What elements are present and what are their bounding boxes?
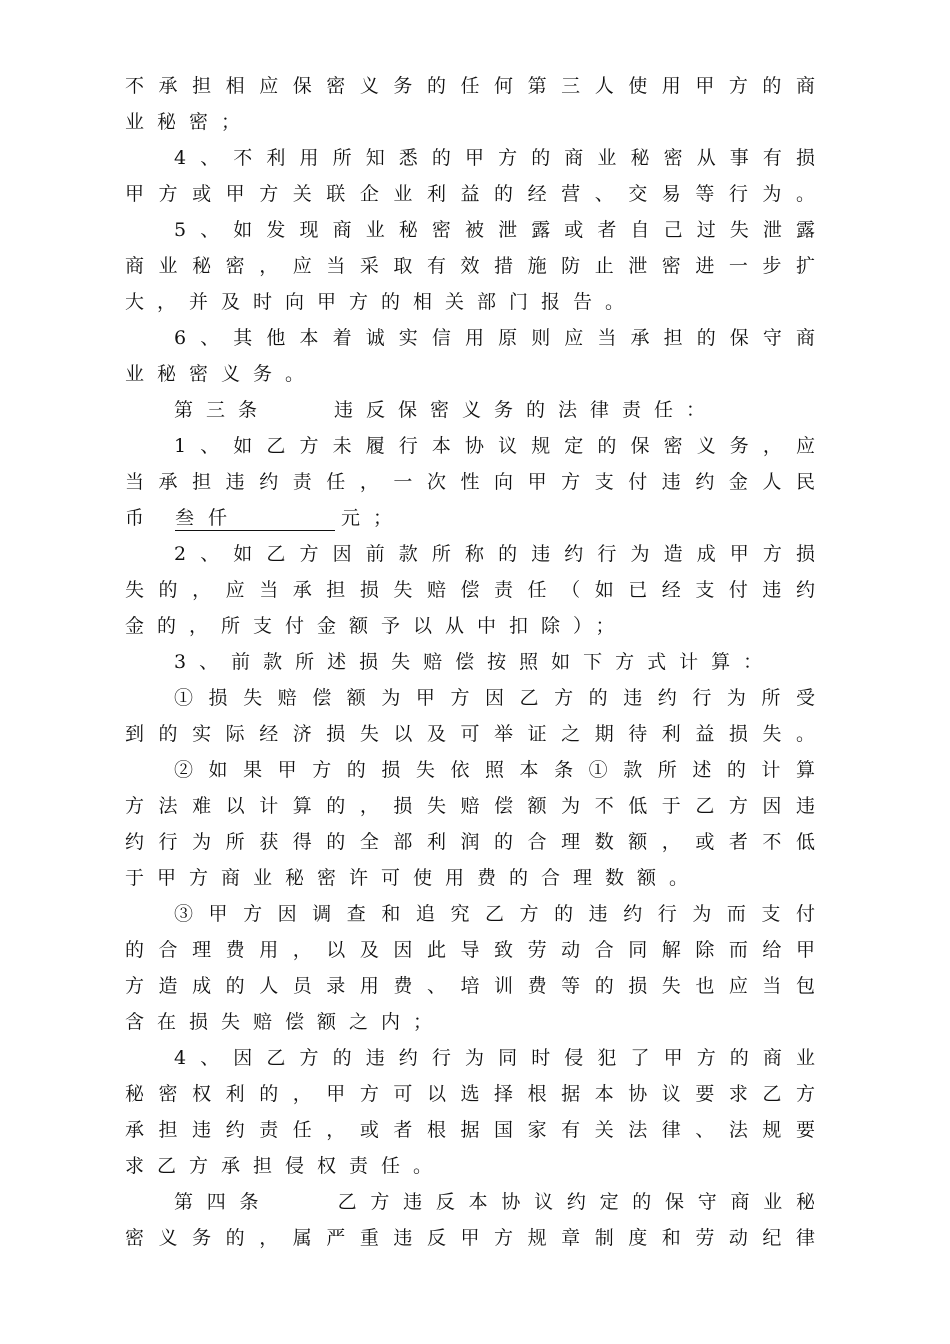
text-line: 方造成的人员录用费、培训费等的损失也应当包 xyxy=(125,975,815,997)
text-line: 大，并及时向甲方的相关部门报告。 xyxy=(125,291,638,313)
text-line: 5、如发现商业秘密被泄露或者自己过失泄露 xyxy=(174,219,815,241)
penalty-amount-field: 叁仟 xyxy=(175,506,335,531)
text-line xyxy=(125,500,815,536)
text-line: 到的实际经济损失以及可举证之期待利益损失。 xyxy=(125,723,815,745)
text-line: 金的，所支付金额予以从中扣除）； xyxy=(125,615,628,637)
text-line: 当承担违约责任，一次性向甲方支付违约金人民 xyxy=(125,471,815,493)
text-line: 甲方或甲方关联企业利益的经营、交易等行为。 xyxy=(125,183,815,205)
text-line: 6、其他本着诚实信用原则应当承担的保守商 xyxy=(174,327,815,349)
text-line: 4、因乙方的违约行为同时侵犯了甲方的商业 xyxy=(174,1047,815,1069)
text-line: 3、前款所述损失赔偿按照如下方式计算： xyxy=(174,651,776,673)
text-line: 的合理费用，以及因此导致劳动合同解除而给甲 xyxy=(125,939,815,961)
text-line: 密义务的，属严重违反甲方规章制度和劳动纪律 xyxy=(125,1227,815,1249)
section-heading: 第三条 违反保密义务的法律责任： xyxy=(174,399,719,421)
text-line: 求乙方承担侵权责任。 xyxy=(125,1155,446,1177)
text-line: 业秘密； xyxy=(125,111,254,133)
text-line: 秘密权利的，甲方可以选择根据本协议要求乙方 xyxy=(125,1083,815,1105)
text-line: 业秘密义务。 xyxy=(125,363,318,385)
text-line: 约行为所获得的全部利润的合理数额，或者不低 xyxy=(125,831,815,853)
text-line: 4、不利用所知悉的甲方的商业秘密从事有损 xyxy=(174,147,815,169)
text-line: ②如果甲方的损失依照本条①款所述的计算 xyxy=(174,759,815,781)
text-line: 1、如乙方未履行本协议规定的保密义务，应 xyxy=(174,435,815,457)
penalty-suffix: 元； xyxy=(341,507,406,529)
text-line: 方法难以计算的，损失赔偿额为不低于乙方因违 xyxy=(125,795,815,817)
text-line: 含在损失赔偿额之内； xyxy=(125,1011,446,1033)
text-line: 于甲方商业秘密许可使用费的合理数额。 xyxy=(125,867,702,889)
text-line: 2、如乙方因前款所称的违约行为造成甲方损 xyxy=(174,543,815,565)
text-line: 不承担相应保密义务的任何第三人使用甲方的商 xyxy=(125,75,815,97)
currency-prefix: 币 xyxy=(125,507,158,529)
text-line: 承担违约责任，或者根据国家有关法律、法规要 xyxy=(125,1119,815,1141)
text-line: ③甲方因调查和追究乙方的违约行为而支付 xyxy=(174,903,815,925)
text-line: 商业秘密，应当采取有效措施防止泄密进一步扩 xyxy=(125,255,815,277)
section-heading: 第四条 乙方违反本协议约定的保守商业秘 xyxy=(174,1191,815,1213)
text-line: 失的，应当承担损失赔偿责任（如已经支付违约 xyxy=(125,579,815,601)
text-line: ①损失赔偿额为甲方因乙方的违约行为所受 xyxy=(174,687,815,709)
